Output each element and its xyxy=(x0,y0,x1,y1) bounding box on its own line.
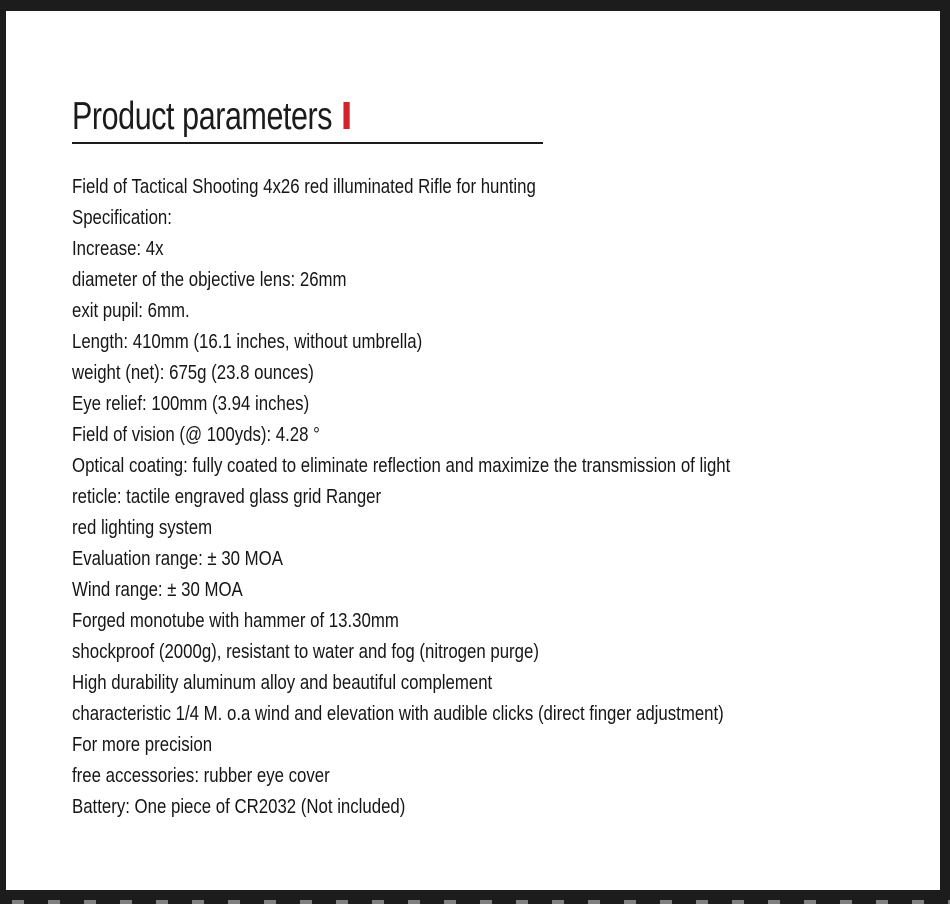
spec-line: High durability aluminum alloy and beautiful complement xyxy=(72,672,493,694)
spec-line: Battery: One piece of CR2032 (Not included) xyxy=(72,796,406,818)
page-title: Product parameters xyxy=(72,95,333,138)
spec-line: Eye relief: 100mm (3.94 inches) xyxy=(72,393,310,415)
spec-line: reticle: tactile engraved glass grid Ranger xyxy=(72,486,382,508)
spec-line: Specification: xyxy=(72,207,172,229)
spec-line: diameter of the objective lens: 26mm xyxy=(72,269,347,291)
spec-line: Field of Tactical Shooting 4x26 red illuminated Rifle for hunting xyxy=(72,176,536,198)
red-accent-bar xyxy=(343,102,349,129)
spec-line: exit pupil: 6mm. xyxy=(72,300,190,322)
spec-line: characteristic 1/4 M. o.a wind and elevation with audible clicks (direct finger adjustment) xyxy=(72,703,724,725)
spec-line: Increase: 4x xyxy=(72,238,164,260)
left-border xyxy=(0,0,6,904)
spec-line: Length: 410mm (16.1 inches, without umbrella) xyxy=(72,331,423,353)
spec-line: Optical coating: fully coated to eliminate reflection and maximize the transmission of light xyxy=(72,455,731,477)
spec-line: red lighting system xyxy=(72,517,213,539)
bottom-border xyxy=(0,890,950,904)
spec-line: Field of vision (@ 100yds): 4.28 ° xyxy=(72,424,320,446)
spec-line: For more precision xyxy=(72,734,213,756)
spec-line: Evaluation range: ± 30 MOA xyxy=(72,548,283,570)
section-title xyxy=(72,95,349,139)
spec-line: Wind range: ± 30 MOA xyxy=(72,579,243,601)
spec-list xyxy=(72,172,730,823)
title-underline xyxy=(72,142,543,144)
spec-line: weight (net): 675g (23.8 ounces) xyxy=(72,362,314,384)
spec-line: shockproof (2000g), resistant to water and fog (nitrogen purge) xyxy=(72,641,539,663)
spec-line: Forged monotube with hammer of 13.30mm xyxy=(72,610,399,632)
spec-line: free accessories: rubber eye cover xyxy=(72,765,330,787)
right-border xyxy=(940,0,950,904)
top-border xyxy=(0,0,950,11)
